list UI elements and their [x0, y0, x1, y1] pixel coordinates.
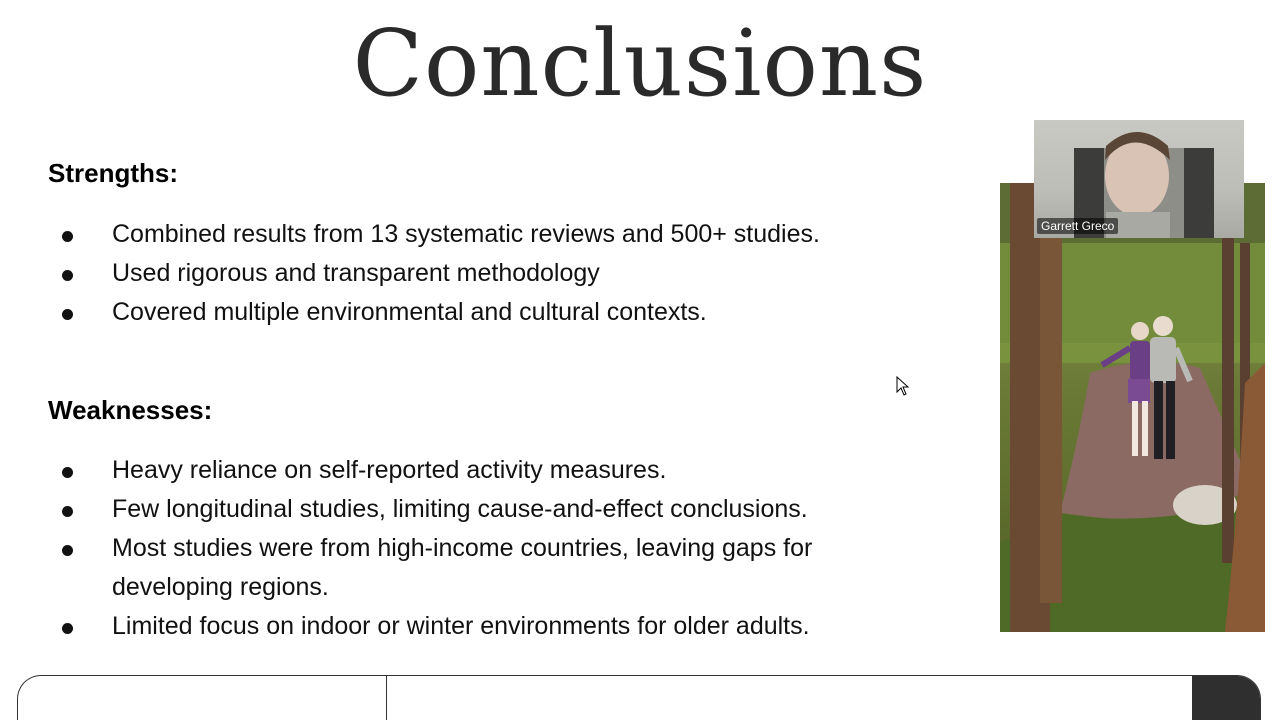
bullet-text: Few longitudinal studies, limiting cause-and-effect conclusions.: [112, 495, 808, 523]
list-item: [60, 451, 940, 490]
bottom-toolbar: [17, 675, 1261, 720]
strengths-heading: Strengths:: [48, 158, 178, 188]
bullet-text: Heavy reliance on self-reported activity measures.: [112, 456, 667, 484]
slide-title: Conclusions: [352, 10, 928, 117]
bullet-icon: [62, 545, 73, 556]
participant-video-tile[interactable]: [1034, 120, 1244, 238]
bullet-text: Most studies were from high-income countries, leaving gaps for developing regions.: [112, 534, 813, 601]
toolbar-button[interactable]: [1192, 676, 1260, 720]
weaknesses-heading: Weaknesses:: [48, 395, 213, 425]
toolbar-divider: [386, 676, 387, 720]
bullet-icon: [62, 309, 73, 320]
bullet-icon: [62, 506, 73, 517]
bullet-icon: [62, 623, 73, 634]
list-item: [60, 607, 940, 646]
strengths-list: [60, 215, 940, 332]
participant-name-label: Garrett Greco: [1037, 218, 1118, 234]
list-item: [60, 215, 940, 254]
bullet-text: Covered multiple environmental and cultural contexts.: [112, 298, 707, 326]
bullet-icon: [62, 270, 73, 281]
list-item: [60, 490, 940, 529]
mouse-cursor-icon: [896, 376, 910, 401]
list-item: [60, 293, 940, 332]
bullet-text: Combined results from 13 systematic reviews and 500+ studies.: [112, 220, 820, 248]
list-item: [60, 254, 940, 293]
weaknesses-list: [60, 451, 940, 646]
bullet-text: Used rigorous and transparent methodology: [112, 259, 600, 287]
bullet-text: Limited focus on indoor or winter environments for older adults.: [112, 612, 810, 640]
list-item: [60, 529, 940, 607]
bullet-icon: [62, 231, 73, 242]
bullet-icon: [62, 467, 73, 478]
walking-couple-photo: [1000, 183, 1265, 632]
